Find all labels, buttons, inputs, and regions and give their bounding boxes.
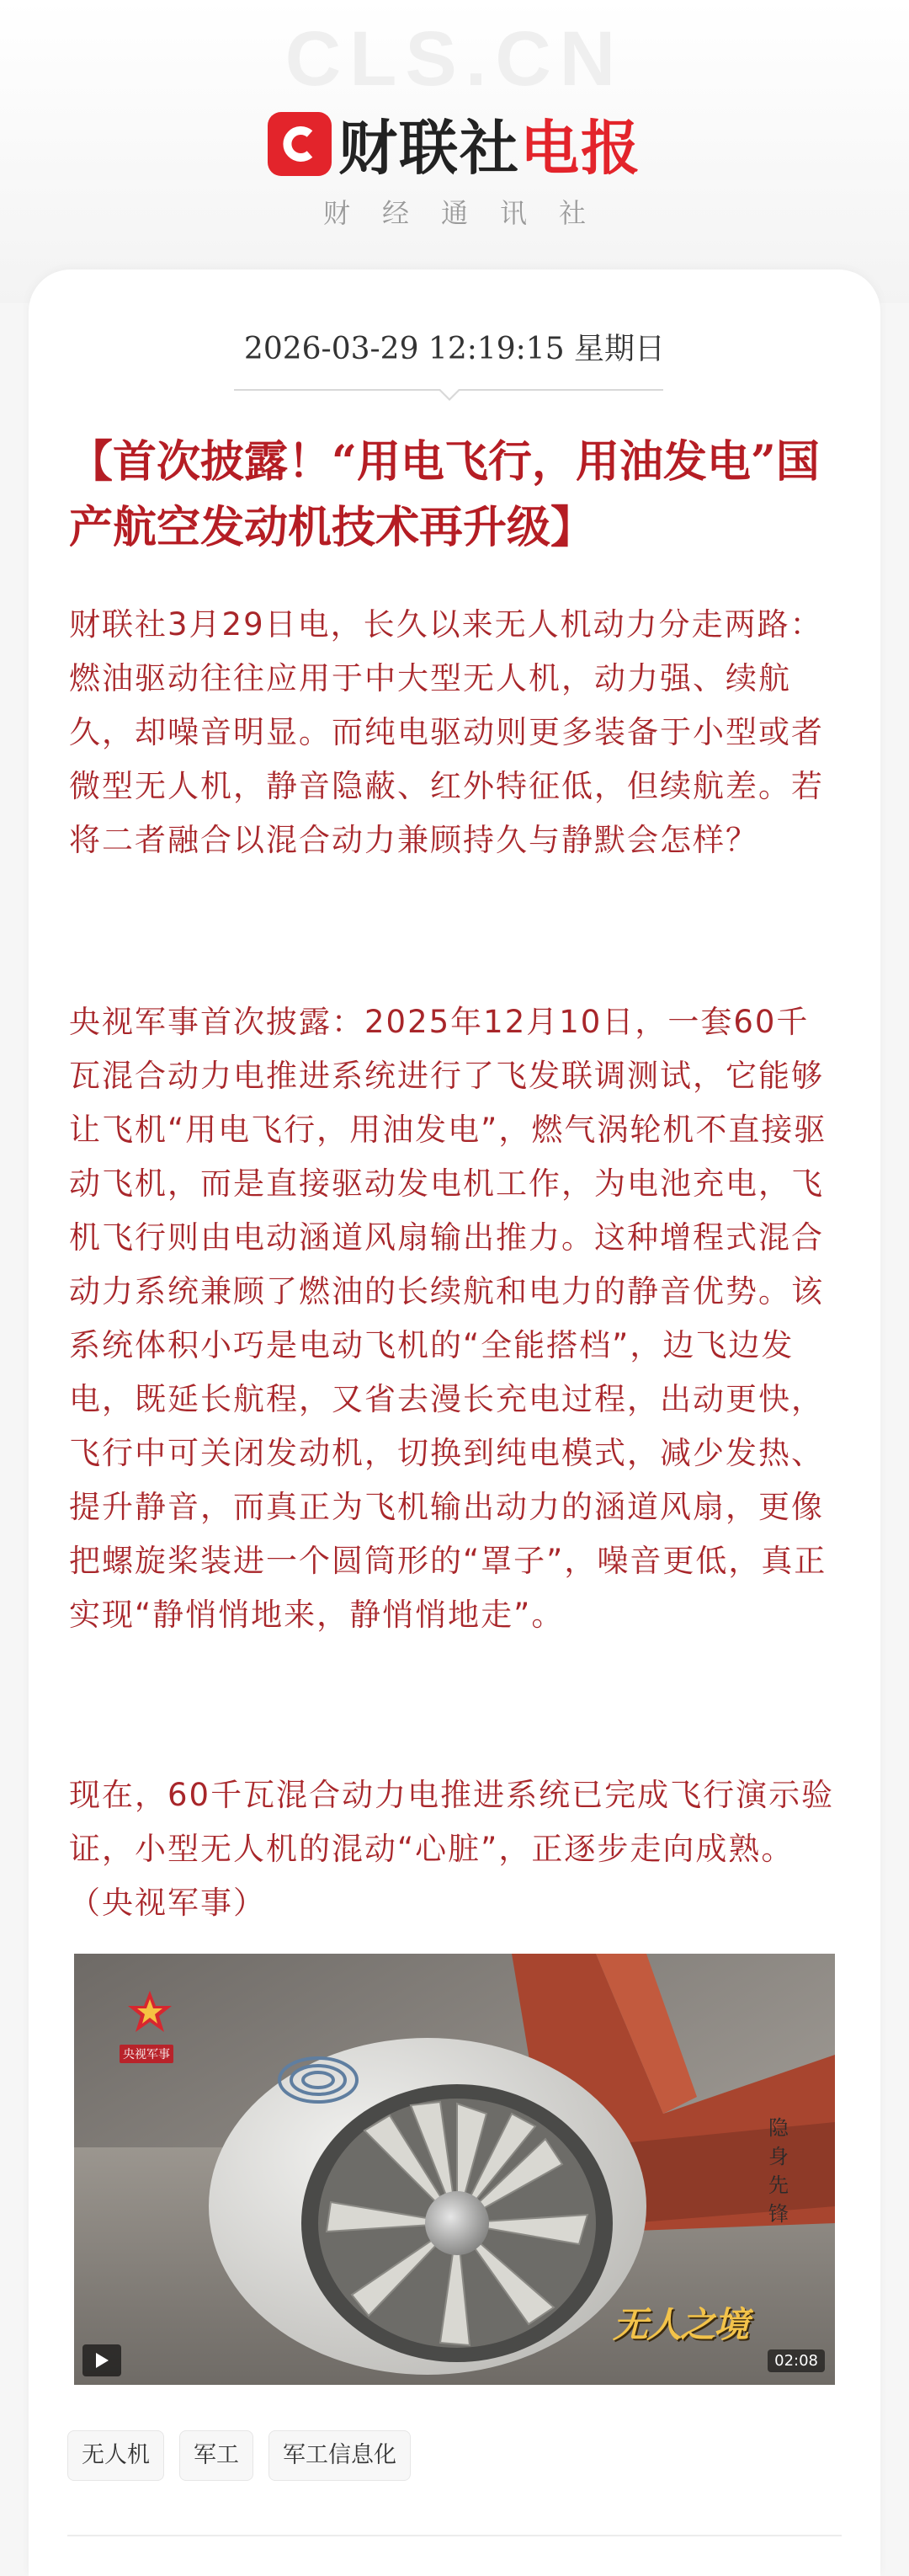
- video-show-title: 无人之境: [613, 2304, 748, 2345]
- play-icon: [94, 2352, 109, 2369]
- header-watermark: CLS.CN: [284, 16, 625, 102]
- video-player[interactable]: [74, 1954, 835, 2385]
- brand-tagline: 财经通讯社: [322, 197, 618, 229]
- tag-chip[interactable]: 无人机: [67, 2430, 164, 2481]
- tag-chip[interactable]: 军工: [179, 2430, 253, 2481]
- tag-list: [67, 2430, 426, 2481]
- brand-logo: [0, 101, 909, 186]
- article-datetime: 2026-03-29 12:19:15 星期日: [243, 332, 666, 366]
- article-headline: 【首次披露！“用电飞行，用油发电”国产航空发动机技术再升级】: [69, 436, 820, 553]
- article-paragraph: 央视军事首次披露：2025年12月10日，一套60千瓦混合动力电推进系统进行了飞发联调测试，它能够让飞机“用电飞行，用油发电”，燃气涡轮机不直接驱动飞机，而是直接驱动发电机工作，为电池充电，飞机飞行则由电动涵道风扇输出推力。这种增程式混合动力系统兼顾了燃油的长续航和电力的静音优势。该系统体积小巧是电动飞机的“全能搭档”，边飞边发电，既延长航程，又省去漫长充电过程，出动更快，飞行中可关闭发动机，切换到纯电模式，减少发热、提升静音，而真正为飞机输出动力的涵道风扇，更像把螺旋桨装进一个圆筒形的“罩子”，噪音更低，真正实现“静悄悄地来，静悄悄地走”。: [69, 1004, 827, 1633]
- brand-c-icon: [268, 112, 332, 176]
- channel-label: 央视军事: [120, 2045, 173, 2063]
- article-paragraph: 现在，60千瓦混合动力电推进系统已完成飞行演示验证，小型无人机的混动“心脏”，正逐步走向成熟。（央视军事）: [69, 1777, 835, 1921]
- brand-name: 财联社: [338, 114, 520, 183]
- article-paragraph: 财联社3月29日电，长久以来无人机动力分走两路：燃油驱动往往应用于中大型无人机，动力强、续航久，却噪音明显。而纯电驱动则更多装备于小型或者微型无人机，静音隐蔽、红外特征低，但续航差。若将二者融合以混合动力兼顾持久与静默会怎样？: [69, 606, 824, 858]
- channel-logo-icon: [125, 1987, 175, 2041]
- video-vertical-caption: 隐身先锋: [768, 2116, 789, 2226]
- play-button[interactable]: [82, 2344, 121, 2376]
- brand-name-highlight: 电报: [520, 114, 641, 183]
- footer-divider: [67, 2535, 842, 2536]
- tag-chip[interactable]: 军工信息化: [268, 2430, 411, 2481]
- video-duration: 02:08: [768, 2349, 825, 2372]
